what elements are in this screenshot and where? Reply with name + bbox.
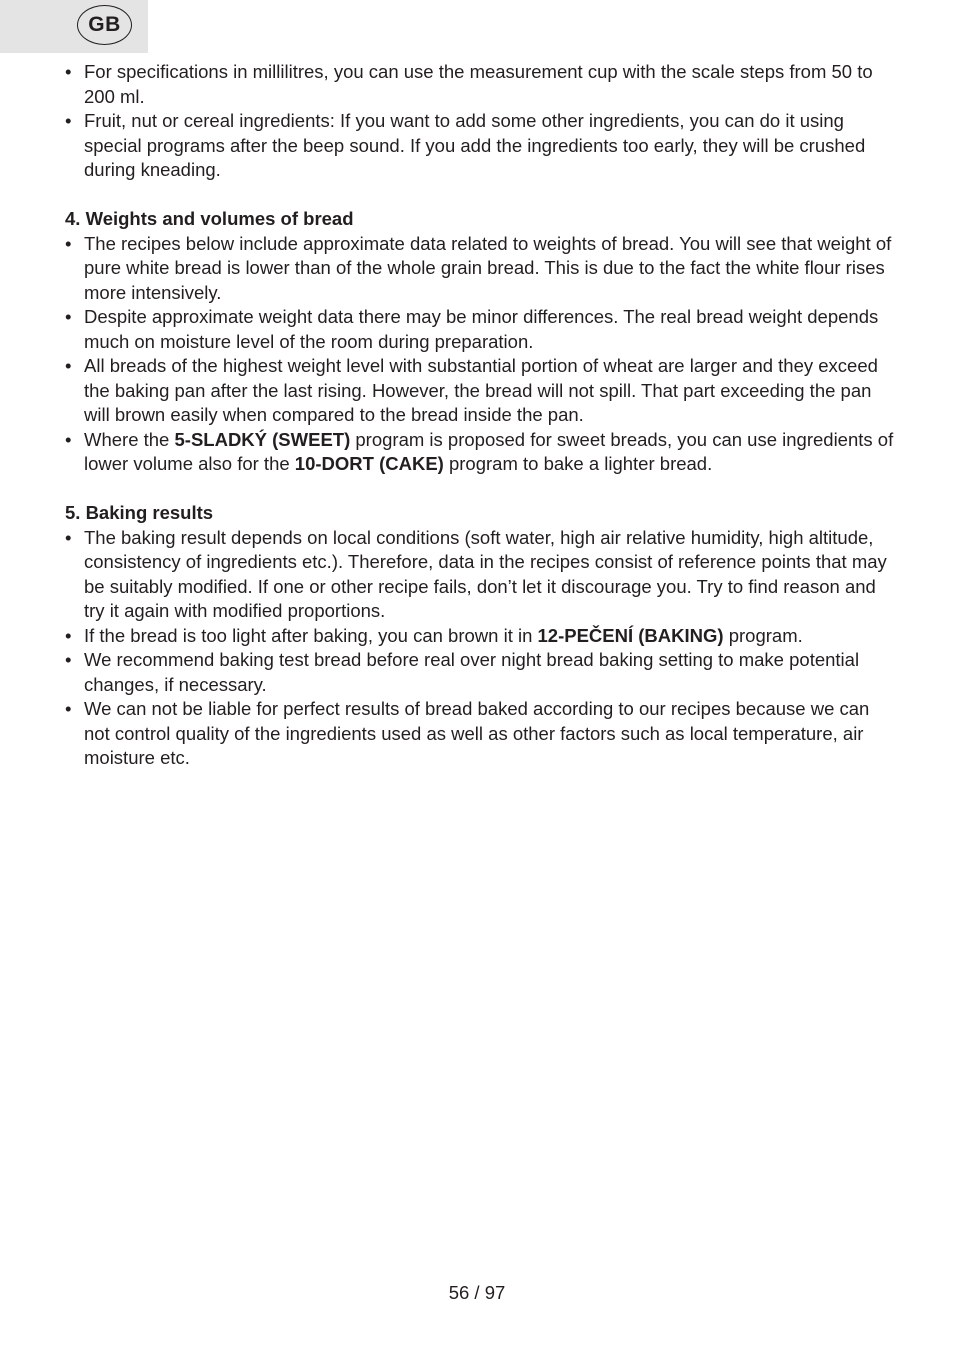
list-item-text: The recipes below include approximate data related to weights of bread. You will see that weight of pure white bread is lower than of the whole grain bread. This is due to the fact the white flour rises more intensively. — [84, 232, 892, 303]
baking-results-list — [65, 526, 895, 771]
intro-list — [65, 60, 895, 183]
list-item — [65, 354, 895, 428]
program-name-sweet: 5-SLADKÝ (SWEET) — [174, 428, 351, 450]
bullet-icon: • — [65, 110, 72, 131]
bullet-icon: • — [65, 61, 72, 82]
text-run: program to bake a lighter bread. — [443, 453, 713, 474]
list-item-text: Fruit, nut or cereal ingredients: If you want to add some other ingredients, you can do it using special programs after the beep sound. If you add the ingredients too early, they will be crushed during kneading. — [84, 110, 866, 180]
list-item — [65, 232, 895, 306]
section-heading-baking-results: 5. Baking results — [65, 502, 214, 523]
section-heading-weights: 4. Weights and volumes of bread — [65, 208, 354, 229]
bullet-icon: • — [65, 649, 72, 670]
list-item — [65, 648, 895, 697]
weights-list — [65, 232, 895, 477]
bullet-icon: • — [65, 232, 72, 254]
page-number: 56 / 97 — [448, 1282, 506, 1303]
list-item-text: We recommend baking test bread before real over night bread baking setting to make potential changes, if necessary. — [84, 649, 860, 695]
language-tab — [0, 0, 148, 53]
program-name-cake: 10-DORT (CAKE) — [294, 453, 444, 474]
list-item-text — [84, 429, 893, 475]
text-run: If the bread is too light after baking, you can brown it in — [84, 624, 538, 646]
text-run: Where the — [84, 428, 175, 450]
list-item-text: For specifications in millilitres, you can use the measurement cup with the scale steps from 50 to 200 ml. — [84, 61, 873, 107]
bullet-icon: • — [65, 698, 72, 719]
list-item-text: Despite approximate weight data there may be minor differences. The real bread weight depends much on moisture level of the room during preparation. — [84, 306, 879, 352]
list-item-text — [84, 625, 803, 646]
list-item-text: We can not be liable for perfect results of bread baked according to our recipes because we can not control quality of the ingredients used as well as other factors such as local temperature, air moisture etc. — [84, 698, 870, 768]
list-item — [65, 109, 895, 183]
bullet-icon: • — [65, 428, 72, 450]
list-item — [65, 624, 895, 649]
list-item — [65, 697, 895, 771]
list-item — [65, 305, 895, 354]
list-item-text: The baking result depends on local conditions (soft water, high air relative humidity, high altitude, consistency of ingredients etc.). Therefore, data in the recipes consist of reference points that may be suitably modified. If one or other recipe fails, don’t let it discourage you. Try to find reason and try it again with modified proportions. — [84, 526, 887, 621]
text-run: program. — [723, 624, 803, 646]
list-item — [65, 60, 895, 109]
list-item — [65, 526, 895, 624]
language-badge: GB — [77, 5, 132, 45]
list-item-text: All breads of the highest weight level with substantial portion of wheat are larger and they exceed the baking pan after the last rising. However, the bread will not spill. That part exceeding the pan will brown easily when compared to the bread inside the pan. — [84, 355, 878, 425]
bullet-icon: • — [65, 624, 72, 646]
page-content — [65, 60, 895, 771]
bullet-icon: • — [65, 526, 72, 548]
bullet-icon: • — [65, 306, 72, 327]
bullet-icon: • — [65, 355, 72, 376]
list-item — [65, 428, 895, 477]
program-name-baking: 12-PEČENÍ (BAKING) — [537, 624, 724, 646]
text-run: program is proposed for sweet breads, you can use ingredients of lower volume also for the — [84, 428, 894, 474]
